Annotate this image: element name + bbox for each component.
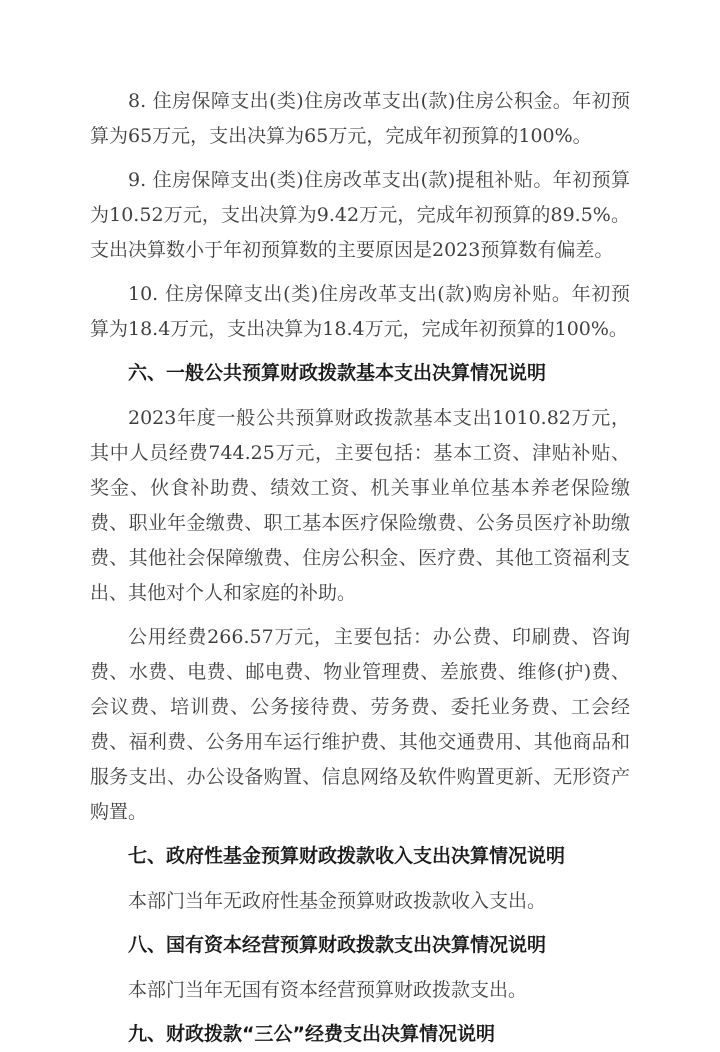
paragraph-basic-expenditure-personnel: 2023年度一般公共预算财政拨款基本支出1010.82万元，其中人员经费744.25万元，主要包括：基本工资、津贴补贴、奖金、伙食补助费、绩效工资、机关事业单位基本养老保险缴费、职业年金缴费、职工基本医疗保险缴费、公务员医疗补助缴费、其他社会保障缴费、住房公积金、医疗费、其他工资福利支出、其他对个人和家庭的补助。 [90, 407, 630, 604]
paragraph-purchase-subsidy: 10. 住房保障支出(类)住房改革支出(款)购房补贴。年初预算为18.4万元，支出决算为18.4万元，完成年初预算的100%。 [90, 283, 630, 340]
paragraph-no-state-capital: 本部门当年无国有资本经营预算财政拨款支出。 [128, 979, 528, 1001]
paragraph-rent-subsidy: 9. 住房保障支出(类)住房改革支出(款)提租补贴。年初预算为10.52万元，支出决算为9.42万元，完成年初预算的89.5%。支出决算数小于年初预算数的主要原因是2023预算数有偏差。 [90, 169, 630, 261]
paragraph-housing-fund: 8. 住房保障支出(类)住房改革支出(款)住房公积金。年初预算为65万元，支出决算为65万元，完成年初预算的100%。 [90, 90, 630, 147]
document-body [90, 84, 630, 1052]
paragraph-public-funds: 公用经费266.57万元，主要包括：办公费、印刷费、咨询费、水费、电费、邮电费、物业管理费、差旅费、维修(护)费、会议费、培训费、公务接待费、劳务费、委托业务费、工会经费、福利费、公务用车运行维护费、其他交通费用、其他商品和服务支出、办公设备购置、信息网络及软件购置更新、无形资产购置。 [90, 626, 630, 823]
section-heading-nine: 九、财政拨款“三公”经费支出决算情况说明 [128, 1023, 495, 1045]
section-heading-seven: 七、政府性基金预算财政拨款收入支出决算情况说明 [128, 845, 566, 867]
section-heading-six: 六、一般公共预算财政拨款基本支出决算情况说明 [128, 362, 547, 384]
section-heading-eight: 八、国有资本经营预算财政拨款支出决算情况说明 [128, 934, 547, 956]
paragraph-no-gov-fund: 本部门当年无政府性基金预算财政拨款收入支出。 [128, 890, 547, 912]
